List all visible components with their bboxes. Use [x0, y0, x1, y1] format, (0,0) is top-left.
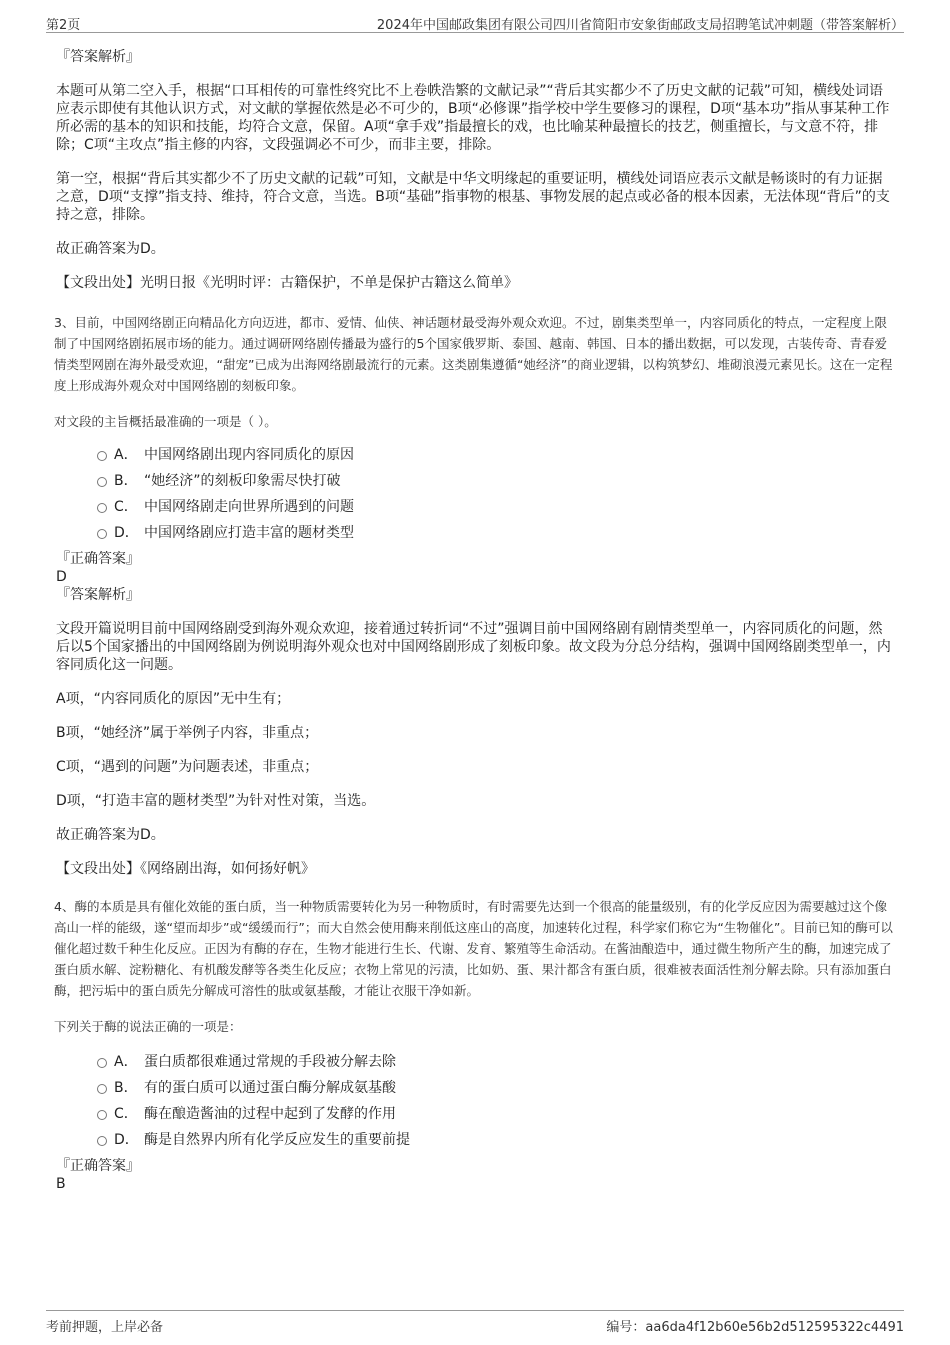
q4-stem: 下列关于酶的说法正确的一项是： [54, 1019, 242, 1034]
q3-answer: D [56, 569, 67, 585]
q3-options [56, 446, 894, 550]
radio-icon[interactable] [97, 503, 107, 513]
page-number: 第2页 [46, 18, 81, 33]
q3-note-c: C项，“遇到的问题”为问题表述，非重点； [56, 759, 319, 775]
radio-icon[interactable] [97, 529, 107, 539]
radio-icon[interactable] [97, 477, 107, 487]
radio-icon[interactable] [97, 1110, 107, 1120]
q4-options [56, 1053, 894, 1157]
q3-note-d: D项，“打造丰富的题材类型”为针对性对策，当选。 [56, 793, 376, 809]
analysis-heading: 『答案解析』 [56, 49, 140, 65]
q4-option-a[interactable]: A． 蛋白质都很难通过常规的手段被分解去除 [56, 1053, 894, 1079]
q2-source: 【文段出处】光明日报《光明时评：古籍保护，不单是保护古籍这么简单》 [56, 275, 518, 291]
page-footer [46, 1310, 904, 1335]
radio-icon[interactable] [97, 1084, 107, 1094]
q3-analysis: 文段开篇说明目前中国网络剧受到海外观众欢迎，接着通过转折词“不过”强调目前中国网络剧有剧情类型单一，内容同质化的问题，然后以5个国家播出的中国网络剧为例说明海外观众也对中国网络剧形成了刻板印象。故文段为分总分结构，强调中国网络剧类型单一，内容同质化这一问题。 [56, 621, 891, 673]
footer-slogan: 考前押题，上岸必备 [46, 1320, 164, 1335]
q3-note-b: B项，“她经济”属于举例子内容，非重点； [56, 725, 319, 741]
q2-analysis-p2: 第一空，根据“背后其实都少不了历史文献的记载”可知，文献是中华文明缘起的重要证明，横线处词语应表示文献是畅谈时的有力证据之意，D项“支撑”指支持、维持，符合文意，当选。B项“基础”指事物的根基、事物发展的起点或必备的根本因素，无法体现“背后”的支持之意，排除。 [56, 171, 890, 223]
q4-passage: 4、酶的本质是具有催化效能的蛋白质，当一种物质需要转化为另一种物质时，有时需要先达到一个很高的能量级别，有的化学反应因为需要越过这个像高山一样的能级，遂“望而却步”或“缓缓而行”；而大自然会使用酶来削低这座山的高度，加速转化过程，科学家们称它为“生物催化”。目前已知的酶可以催化超过数千种生化反应。正因为有酶的存在，生物才能进行生长、代谢、发育、繁殖等生命活动。在酱油酿造中，通过微生物所产生的酶，加速完成了蛋白质水解、淀粉糖化、有机酸发酵等各类生化反应；衣物上常见的污渍，比如奶、蛋、果汁都含有蛋白质，很难被表面活性剂分解去除。只有添加蛋白酶，把污垢中的蛋白质先分解成可溶性的肽或氨基酸，才能让衣服干净如新。 [54, 899, 893, 998]
q2-conclusion: 故正确答案为D。 [56, 241, 165, 257]
q3-stem: 对文段的主旨概括最准确的一项是（ ）。 [54, 414, 277, 429]
q4-option-d[interactable]: D． 酶是自然界内所有化学反应发生的重要前提 [56, 1131, 894, 1157]
q4-option-b[interactable]: B． 有的蛋白质可以通过蛋白酶分解成氨基酸 [56, 1079, 894, 1105]
q4-option-c[interactable]: C． 酶在酿造酱油的过程中起到了发酵的作用 [56, 1105, 894, 1131]
q2-analysis-p1: 本题可从第二空入手，根据“口耳相传的可靠性终究比不上卷帙浩繁的文献记录”“背后其实都少不了历史文献的记载”可知，横线处词语应表示即使有其他认识方式，对文献的掌握依然是必不可少的，B项“必修课”指学校中学生要修习的课程，D项“基本功”指从事某种工作所必需的基本的知识和技能，均符合文意，保留。A项“拿手戏”指最擅长的戏，也比喻某种最擅长的技艺，侧重擅长，与文意不符，排除；C项“主攻点”指主修的内容，文段强调必不可少，而非主要，排除。 [56, 83, 890, 153]
radio-icon[interactable] [97, 1136, 107, 1146]
answer-heading: 『正确答案』 [56, 1158, 140, 1174]
radio-icon[interactable] [97, 451, 107, 461]
q4-answer: B [56, 1176, 66, 1192]
q3-source: 【文段出处】《网络剧出海，如何扬好帆》 [56, 861, 315, 877]
answer-heading: 『正确答案』 [56, 551, 140, 567]
q3-passage: 3、目前，中国网络剧正向精品化方向迈进，都市、爱情、仙侠、神话题材最受海外观众欢迎。不过，剧集类型单一，内容同质化的特点，一定程度上限制了中国网络剧拓展市场的能力。通过调研网络剧传播最为盛行的5个国家俄罗斯、泰国、越南、韩国、日本的播出数据，可以发现，古装传奇、青春爱情类型网剧在海外最受欢迎，“甜宠”已成为出海网络剧最流行的元素。这类剧集遵循“她经济”的商业逻辑，以构筑梦幻、堆砌浪漫元素见长。这在一定程度上形成海外观众对中国网络剧的刻板印象。 [54, 315, 893, 393]
q3-option-c[interactable]: C． 中国网络剧走向世界所遇到的问题 [56, 498, 894, 524]
q3-conclusion: 故正确答案为D。 [56, 827, 165, 843]
document-body [56, 44, 894, 1193]
q3-note-a: A项，“内容同质化的原因”无中生有； [56, 691, 291, 707]
radio-icon[interactable] [97, 1058, 107, 1068]
q3-option-d[interactable]: D． 中国网络剧应打造丰富的题材类型 [56, 524, 894, 550]
document-id: 编号：aa6da4f12b60e56b2d512595322c4491 [606, 1320, 904, 1335]
page-header [46, 12, 904, 33]
analysis-heading: 『答案解析』 [56, 587, 140, 603]
document-title: 2024年中国邮政集团有限公司四川省简阳市安象街邮政支局招聘笔试冲刺题（带答案解析） [376, 18, 904, 33]
q3-option-b[interactable]: B． “她经济”的刻板印象需尽快打破 [56, 472, 894, 498]
q3-option-a[interactable]: A． 中国网络剧出现内容同质化的原因 [56, 446, 894, 472]
